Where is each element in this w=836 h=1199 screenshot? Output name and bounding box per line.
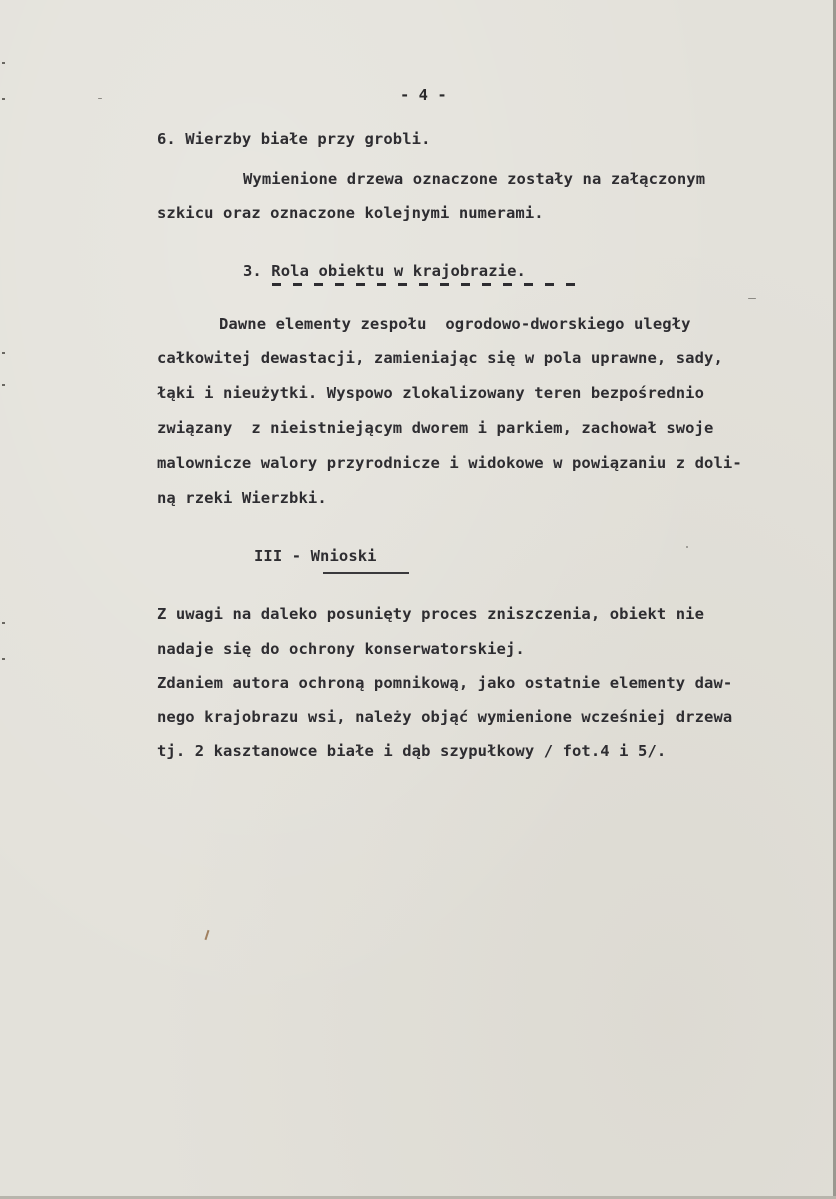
landscape-paragraph-line: ną rzeki Wierzbki.: [157, 489, 327, 507]
landscape-paragraph-line: związany z nieistniejącym dworem i parkiem, zachował swoje: [157, 419, 714, 437]
conclusions-line: Zdaniem autora ochroną pomnikową, jako ostatnie elementy daw-: [157, 674, 733, 692]
landscape-paragraph-line: łąki i nieużytki. Wyspowo zlokalizowany teren bezpośrednio: [157, 384, 705, 402]
margin-mark: [2, 658, 5, 660]
section-3-heading: 3. Rola obiektu w krajobrazie.: [243, 262, 526, 280]
conclusions-line: Z uwagi na daleko posunięty proces zniszczenia, obiekt nie: [157, 605, 705, 623]
ink-mark: [205, 930, 210, 940]
paper-speck: [98, 98, 102, 99]
margin-mark: [2, 352, 5, 354]
margin-mark: [2, 62, 5, 64]
section-6-heading: 6. Wierzby białe przy grobli.: [157, 130, 431, 148]
paper-speck: [748, 298, 756, 299]
margin-mark: [2, 98, 5, 100]
conclusions-line: nego krajobrazu wsi, należy objąć wymienione wcześniej drzewa: [157, 708, 733, 726]
conclusions-heading-underline: [323, 572, 409, 574]
intro-line: szkicu oraz oznaczone kolejnymi numerami.: [157, 204, 544, 222]
margin-mark: [2, 384, 5, 386]
page-number: - 4 -: [400, 86, 447, 104]
intro-line: Wymienione drzewa oznaczone zostały na załączonym: [243, 170, 706, 188]
paper-speck: [686, 546, 688, 548]
landscape-paragraph-line: malownicze walory przyrodnicze i widokowe w powiązaniu z doli-: [157, 454, 742, 472]
landscape-paragraph-line: całkowitej dewastacji, zamieniając się w pola uprawne, sady,: [157, 349, 723, 367]
landscape-paragraph-line: Dawne elementy zespołu ogrodowo-dworskiego uległy: [219, 315, 691, 333]
margin-mark: [2, 622, 5, 624]
conclusions-heading: III - Wnioski: [254, 547, 377, 565]
conclusions-line: tj. 2 kasztanowce białe i dąb szypułkowy / fot.4 i 5/.: [157, 742, 667, 760]
heading-dashed-underline: [272, 283, 578, 286]
conclusions-line: nadaje się do ochrony konserwatorskiej.: [157, 640, 525, 658]
